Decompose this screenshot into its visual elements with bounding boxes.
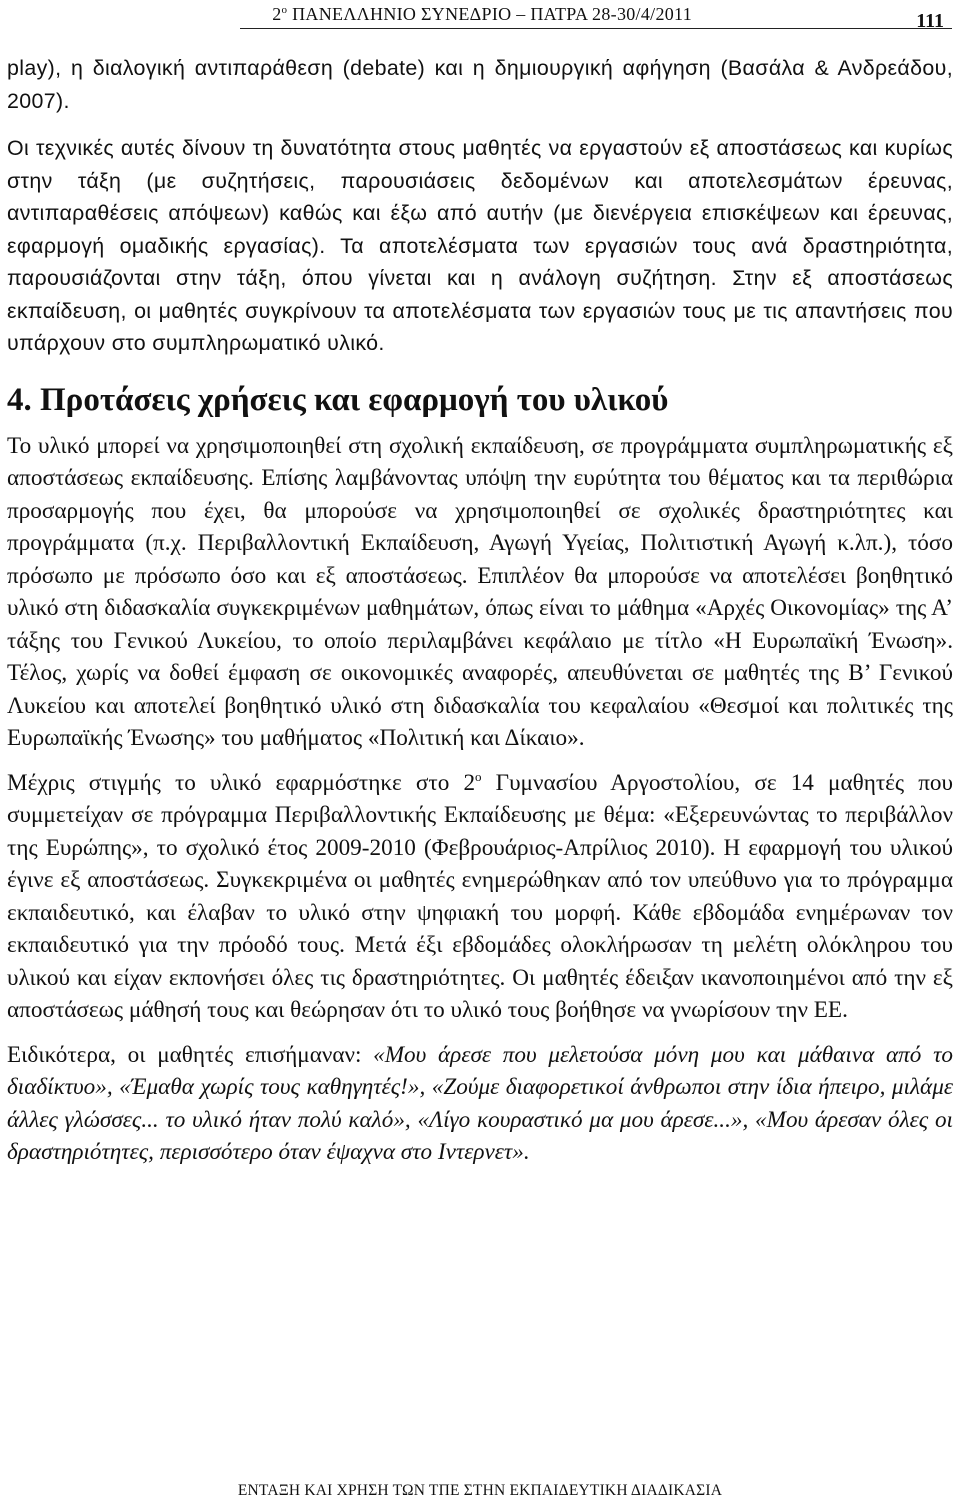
student-quotes: «Μου άρεσε που μελετούσα μόνη μου και μάθαινα από το διαδίκτυο», «Έμαθα χωρίς τους καθηγητές!», «Ζούμε διαφορετικοί άνθρωποι στην ίδια ήπειρο, μιλάμε άλλες γλώσσες... το υλικό ήταν πολύ καλό», «Λίγο κουραστικό μα μου άρεσε...», «Μου άρεσαν όλες οι δραστηριότητες, περισσότερο όταν έψαχνα στο Ιντερνετ». bbox=[7, 1041, 953, 1165]
paragraph-student-quotes bbox=[7, 1039, 953, 1169]
document-body bbox=[7, 52, 953, 1169]
page-header bbox=[240, 4, 952, 38]
techniques-sentence-2: Τα αποτελέσματα των εργασιών τους ανά δραστηριότητα, παρουσιάζονται στην τάξη, όπου γίνεται και η ανάλογη συζήτηση. bbox=[7, 233, 953, 290]
quotes-intro: Ειδικότερα, οι μαθητές επισήμαναν: bbox=[7, 1041, 374, 1068]
ordinal-superscript: ο bbox=[475, 768, 482, 784]
application-rest: Γυμνασίου Αργοστολίου, σε 14 μαθητές που συμμετείχαν σε πρόγραμμα Περιβαλλοντικής Εκπαίδευσης με θέμα: «Εξερευνώντας το περιβάλλον της Ευρώπης», το σχολικό έτος 2009-2010 (Φεβρουάριος-Απρίλιος 2010). Η εφαρμογή του υλικού έγινε εξ αποστάσεως. Συγκεκριμένα οι μαθητές ενημερώθηκαν από τον υπεύθυνο για το πρόγραμμα εκπαιδευτικό, και έλαβαν το υλικό στην ψηφιακή του μορφή. Κάθε εβδομάδα ενημέρωναν τον εκπαιδευτικό για την πρόοδό τους. Μετά έξι εβδομάδες ολοκλήρωσαν τη μελέτη ολόκληρου του υλικού και είχαν εκπονήσει όλες τις δραστηριότητες. Οι μαθητές έδειξαν ικανοποιημένοι από την εξ αποστάσεως μάθησή τους και θεώρησαν ότι το υλικό τους βοήθησε να γνωρίσουν την ΕΕ. bbox=[7, 769, 953, 1023]
techniques-sentence-1: Οι τεχνικές αυτές δίνουν τη δυνατότητα στους μαθητές να εργαστούν εξ αποστάσεως και κυρίως στην τάξη (με συζητήσεις, παρουσιάσεις δεδομένων και αποτελεσμάτων έρευνας, αντιπαραθέσεις απόψεων) καθώς και έξω από αυτήν (με διενέργεια επισκέψεων και έρευνας, εφαρμογή ομαδικής εργασίας). bbox=[7, 136, 953, 258]
paragraph-techniques bbox=[7, 132, 953, 360]
paragraph-usage bbox=[7, 430, 953, 755]
header-divider bbox=[240, 28, 952, 29]
section-heading: 4. Προτάσεις χρήσεις και εφαρμογή του υλικού bbox=[7, 381, 669, 418]
page-footer: ΕΝΤΑΞΗ ΚΑΙ ΧΡΗΣΗ ΤΩΝ ΤΠΕ ΣΤΗΝ ΕΚΠΑΙΔΕΥΤΙΚΗ ΔΙΑΔΙΚΑΣΙΑ bbox=[237, 1482, 723, 1499]
paragraph-application bbox=[7, 767, 953, 1027]
usage-sentence-rest: Επίσης λαμβάνοντας υπόψη την ευρύτητα του θέματος και τα περιθώρια προσαρμογής που έχει, θα μπορούσε να χρησιμοποιηθεί σε σχολικές δραστηριότητες και προγράμματα (π.χ. Περιβαλλοντική Εκπαίδευση, Αγωγή Υγείας, Πολιτιστική Αγωγή κ.λπ.), τόσο πρόσωπο με πρόσωπο όσο και εξ αποστάσεως. Επιπλέον θα μπορούσε να αποτελέσει βοηθητικό υλικό στη διδασκαλία συγκεκριμένων μαθημάτων, όπως είναι το μάθημα «Αρχές Οικονομίας» της Α’ τάξης του Γενικού Λυκείου, το οποίο περιλαμβάνει κεφάλαιο με τίτλο «Η Ευρωπαϊκή Ένωση». Τέλος, χωρίς να δοθεί έμφαση σε οικονομικές αναφορές, απευθύνεται σε μαθητές της Β’ Γενικού Λυκείου και αποτελεί βοηθητικό υλικό στη διδασκαλία του κεφαλαίου «Θεσμοί και πολιτικές της Ευρωπαϊκής Ένωσης» του μαθήματος «Πολιτική και Δίκαιο». bbox=[7, 465, 953, 751]
conference-title bbox=[272, 4, 692, 25]
conference-number: 2 bbox=[272, 4, 282, 24]
conference-name: ΠΑΝΕΛΛΗΝΙΟ ΣΥΝΕΔΡΙΟ – ΠΑΤΡΑ 28-30/4/2011 bbox=[287, 4, 692, 24]
usage-sentence-1: Το υλικό μπορεί να χρησιμοποιηθεί στη σχολική εκπαίδευση, σε προγράμματα συμπληρωματικής εξ αποστάσεως εκπαίδευσης. bbox=[7, 432, 953, 491]
techniques-sentence-3: Στην εξ αποστάσεως εκπαίδευση, οι μαθητές συγκρίνουν τα αποτελέσματα των εργασιών τους με τις απαντήσεις που υπάρχουν στο συμπληρωματικό υλικό. bbox=[7, 266, 954, 355]
paragraph-continuation: play), η διαλογική αντιπαράθεση (debate) και η δημιουργική αφήγηση (Βασάλα & Ανδρεάδου, 2007). bbox=[7, 56, 953, 113]
page-number: 111 bbox=[916, 10, 944, 32]
ordinal-superscript: ο bbox=[281, 4, 288, 16]
application-start: Μέχρις στιγμής το υλικό εφαρμόστηκε στο 2 bbox=[7, 769, 476, 796]
